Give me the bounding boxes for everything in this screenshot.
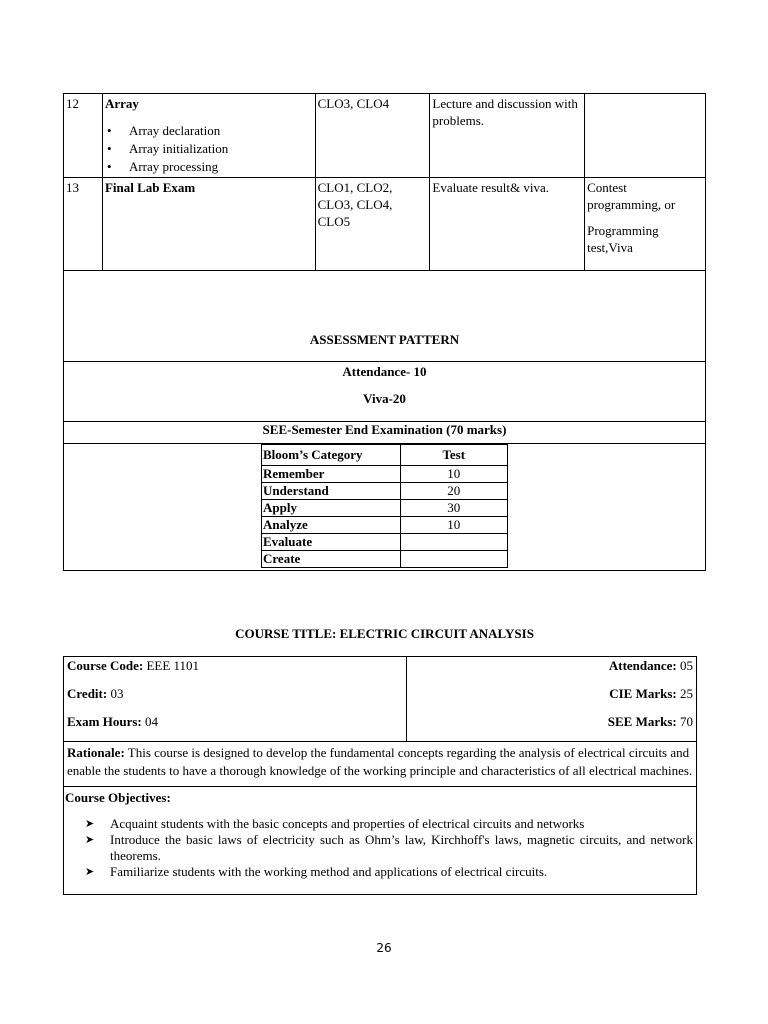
bloom-category: Analyze (262, 517, 401, 534)
attendance-value: 05 (680, 658, 693, 673)
topic-title: Array (104, 96, 139, 111)
bloom-test-value (400, 551, 507, 568)
bloom-table (261, 444, 508, 568)
table-row (262, 483, 508, 500)
table-row (262, 534, 508, 551)
table-row (64, 94, 706, 178)
objective-text: Familiarize students with the working method and applications of electrical circuits. (110, 864, 548, 879)
rationale-text: This course is designed to develop the fundamental concepts regarding the analysis of electrical circuits and enable the students to have a thorough knowledge of the working principle and characteristics of all electrical machines. (67, 745, 693, 778)
course-meta-right (407, 657, 697, 742)
table-row (262, 517, 508, 534)
assessment-title: ASSESSMENT PATTERN (309, 332, 460, 347)
exam-hours-label: Exam Hours: (67, 714, 142, 729)
rationale-label: Rationale: (67, 745, 125, 760)
arrow-bullet-icon: ➤ (85, 818, 95, 830)
table-row (262, 551, 508, 568)
exam-hours-line (67, 713, 403, 741)
bloom-test-value: 10 (400, 517, 507, 534)
credit-line (67, 685, 403, 713)
bloom-category: Create (262, 551, 401, 568)
attendance-label: Attendance: (608, 658, 677, 673)
list-item (65, 816, 693, 832)
assessment-line: Contest programming, or (587, 180, 676, 212)
column-header: Test (400, 445, 507, 466)
topic-cell (102, 178, 315, 271)
course-code-line (67, 657, 403, 685)
see-marks-label: SEE Marks: (607, 714, 677, 729)
week-number: 12 (64, 94, 103, 178)
course-title: COURSE TITLE: ELECTRIC CIRCUIT ANALYSIS (235, 626, 534, 641)
attendance-text: Attendance- 10 (342, 364, 427, 379)
credit-value: 03 (110, 686, 124, 701)
table-row (64, 787, 697, 895)
assessment-cell (585, 94, 706, 178)
objectives-cell (64, 787, 697, 895)
arrow-bullet-icon: ➤ (85, 866, 95, 878)
list-item: • Array processing (105, 158, 313, 176)
see-text: SEE-Semester End Examination (70 marks) (262, 422, 507, 437)
see-marks-value: 70 (680, 714, 693, 729)
table-row (64, 657, 697, 742)
clo-cell: CLO1, CLO2, CLO3, CLO4, CLO5 (315, 178, 430, 271)
attendance-line (410, 657, 693, 685)
bloom-test-value (400, 534, 507, 551)
cie-marks-label: CIE Marks: (609, 686, 677, 701)
course-code-value: EEE 1101 (146, 658, 200, 673)
subtopic-list (105, 122, 313, 176)
assessment-cell (585, 178, 706, 271)
bloom-test-value: 20 (400, 483, 507, 500)
table-row (64, 178, 706, 271)
method-cell: Lecture and discussion with problems. (430, 94, 585, 178)
bloom-category: Remember (262, 466, 401, 483)
objective-text: Introduce the basic laws of electricity such as Ohm’s law, Kirchhoff's laws, magnetic circuits, and network theorems. (110, 832, 693, 863)
viva-text: Viva-20 (363, 391, 406, 406)
list-item: • Array initialization (105, 140, 313, 158)
list-item: • Array declaration (105, 122, 313, 140)
objective-text: Acquaint students with the basic concepts and properties of electrical circuits and networks (110, 816, 585, 831)
bloom-category: Evaluate (262, 534, 401, 551)
see-marks-line (410, 713, 693, 741)
exam-hours-value: 04 (145, 714, 158, 729)
credit-label: Credit: (67, 686, 108, 701)
bloom-test-value: 30 (400, 500, 507, 517)
rationale-cell (64, 742, 697, 787)
bloom-category: Apply (262, 500, 401, 517)
clo-cell: CLO3, CLO4 (315, 94, 430, 178)
week-number: 13 (64, 178, 103, 271)
objectives-label: Course Objectives: (65, 790, 171, 805)
divider (64, 361, 705, 362)
bloom-category: Understand (262, 483, 401, 500)
arrow-bullet-icon: ➤ (85, 834, 95, 846)
column-header: Bloom’s Category (262, 445, 401, 466)
cie-marks-value: 25 (680, 686, 693, 701)
method-cell: Evaluate result& viva. (430, 178, 585, 271)
topic-title: Final Lab Exam (104, 180, 196, 195)
topic-cell (102, 94, 315, 178)
page-number: 26 (376, 941, 392, 955)
schedule-table (63, 93, 706, 271)
table-header-row (262, 445, 508, 466)
course-info-table (63, 656, 697, 895)
table-row (262, 466, 508, 483)
table-row (262, 500, 508, 517)
bloom-test-value: 10 (400, 466, 507, 483)
table-row (64, 742, 697, 787)
list-item (65, 864, 693, 880)
course-meta-left (64, 657, 407, 742)
assessment-pattern-box (63, 269, 706, 571)
objectives-list (65, 816, 693, 880)
assessment-line: Programming test,Viva (587, 223, 659, 255)
cie-marks-line (410, 685, 693, 713)
course-code-label: Course Code: (67, 658, 144, 673)
list-item (65, 832, 693, 864)
